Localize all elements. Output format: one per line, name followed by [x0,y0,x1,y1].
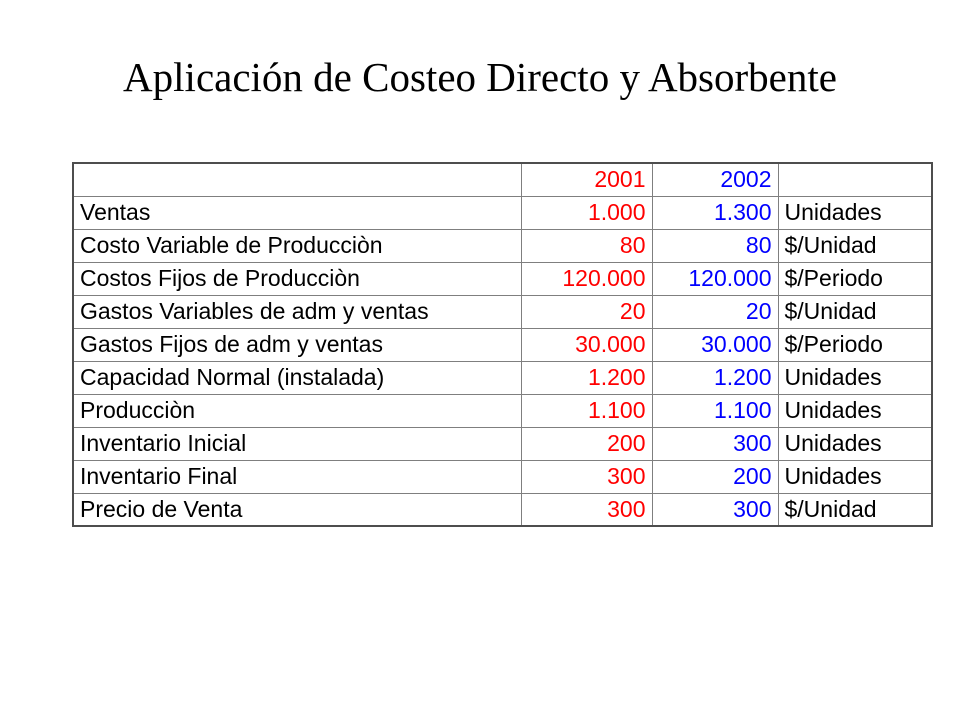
row-label-cell: Costo Variable de Producciòn [73,229,521,262]
row-label-cell: Inventario Final [73,460,521,493]
table-row [73,427,932,460]
unit-cell: Unidades [778,196,932,229]
table-header-row [73,163,932,196]
slide-title: Aplicación de Costeo Directo y Absorbente [123,54,837,100]
table-row [73,196,932,229]
row-label-cell: Producciòn [73,394,521,427]
unit-cell: $/Periodo [778,262,932,295]
value-2001-cell: 120.000 [521,262,652,295]
row-label-cell: Precio de Venta [73,493,521,526]
row-label-cell: Ventas [73,196,521,229]
value-2001-cell: 20 [521,295,652,328]
unit-cell: Unidades [778,361,932,394]
value-2002-cell: 80 [652,229,778,262]
value-2001-cell: 1.000 [521,196,652,229]
value-2001-cell: 30.000 [521,328,652,361]
value-2002-cell: 120.000 [652,262,778,295]
unit-cell: $/Unidad [778,295,932,328]
row-label-cell: Capacidad Normal (instalada) [73,361,521,394]
cost-data-table [72,162,933,527]
table-row [73,262,932,295]
table-row [73,295,932,328]
row-label-cell: Gastos Fijos de adm y ventas [73,328,521,361]
table-row [73,229,932,262]
unit-cell: $/Unidad [778,493,932,526]
header-label-cell [73,163,521,196]
unit-cell: $/Unidad [778,229,932,262]
table-row [73,460,932,493]
header-2001-cell: 2001 [521,163,652,196]
row-label-cell: Costos Fijos de Producciòn [73,262,521,295]
value-2001-cell: 300 [521,493,652,526]
value-2001-cell: 200 [521,427,652,460]
table-row [73,493,932,526]
value-2001-cell: 300 [521,460,652,493]
header-2002-cell: 2002 [652,163,778,196]
value-2001-cell: 1.200 [521,361,652,394]
unit-cell: Unidades [778,460,932,493]
row-label-cell: Inventario Inicial [73,427,521,460]
value-2001-cell: 80 [521,229,652,262]
value-2002-cell: 30.000 [652,328,778,361]
unit-cell: Unidades [778,394,932,427]
value-2002-cell: 300 [652,427,778,460]
value-2001-cell: 1.100 [521,394,652,427]
table-row [73,361,932,394]
header-unit-cell [778,163,932,196]
unit-cell: $/Periodo [778,328,932,361]
table-row [73,328,932,361]
row-label-cell: Gastos Variables de adm y ventas [73,295,521,328]
table-row [73,394,932,427]
value-2002-cell: 20 [652,295,778,328]
value-2002-cell: 1.300 [652,196,778,229]
value-2002-cell: 1.200 [652,361,778,394]
unit-cell: Unidades [778,427,932,460]
value-2002-cell: 1.100 [652,394,778,427]
value-2002-cell: 300 [652,493,778,526]
value-2002-cell: 200 [652,460,778,493]
